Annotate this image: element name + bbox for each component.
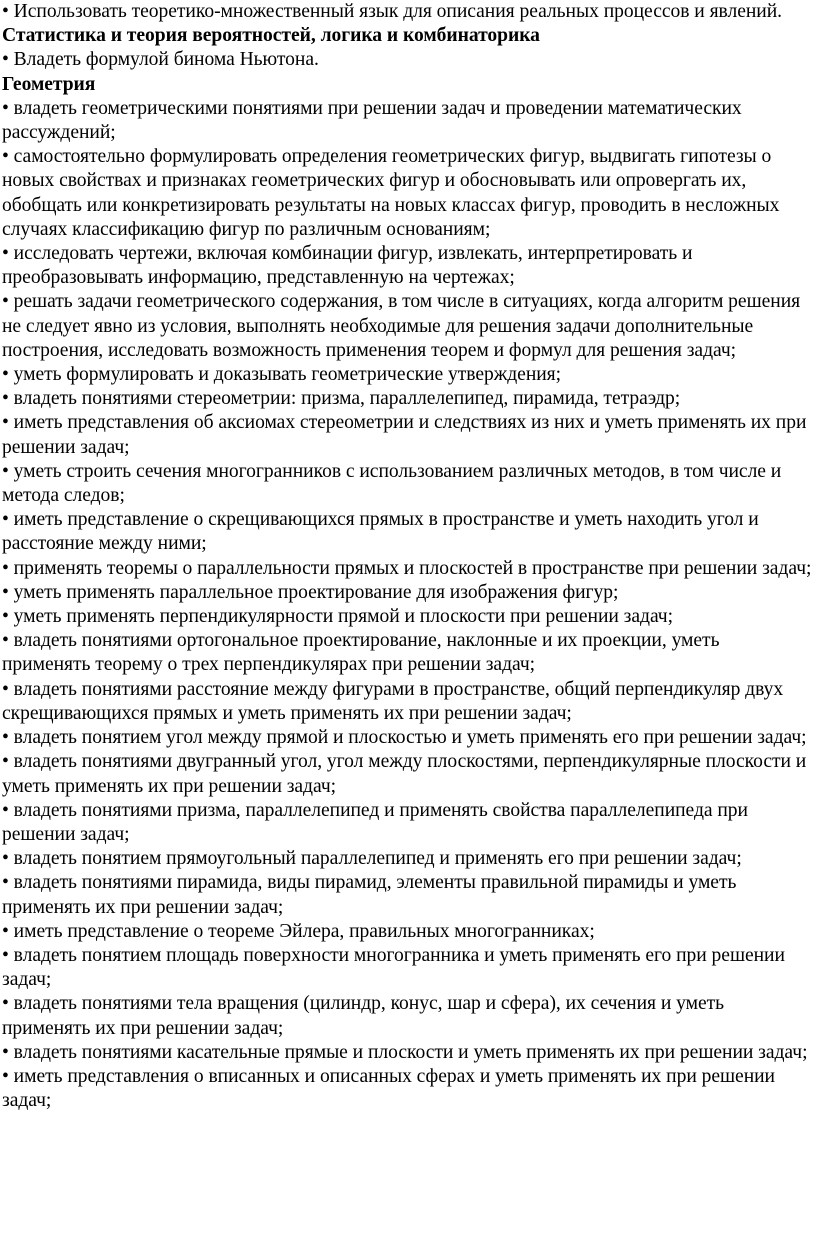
list-item: • владеть понятиями стереометрии: призма, параллелепипед, пирамида, тетраэдр; <box>2 388 681 410</box>
list-item: • владеть понятиями ортогональное проектирование, наклонные и их проекции, уметь применять теорему о трех перпендикулярах при решении задач; <box>2 630 720 676</box>
list-item: • владеть понятиями касательные прямые и плоскости и уметь применять их при решении задач; <box>2 1041 808 1063</box>
list-item: • уметь формулировать и доказывать геометрические утверждения; <box>2 364 562 386</box>
list-item: • иметь представления о вписанных и описанных сферах и уметь применять их при решении задач; <box>2 1065 775 1112</box>
list-item: • уметь применять параллельное проектирование для изображения фигур; <box>2 581 619 603</box>
list-item: • владеть понятиями призма, параллелепипед и применять свойства параллелепипеда при решении задач; <box>2 799 748 845</box>
section-heading-geometry: Геометрия <box>2 73 96 95</box>
list-item: • Владеть формулой бинома Ньютона. <box>2 49 319 71</box>
list-item: • уметь применять перпендикулярности прямой и плоскости при решении задач; <box>2 606 674 628</box>
list-item: • владеть понятиями двугранный угол, угол между плоскостями, перпендикулярные плоскости и уметь применять их при решении задач; <box>2 751 807 797</box>
list-item: • владеть понятиями расстояние между фигурами в пространстве, общий перпендикуляр двух скрещивающихся прямых и уметь применять их при решении задач; <box>2 678 784 724</box>
geometry-list <box>2 97 812 1114</box>
list-item: • владеть понятием прямоугольный параллелепипед и применять его при решении задач; <box>2 848 742 870</box>
list-item: • иметь представление о скрещивающихся прямых в пространстве и уметь находить угол и расстояние между ними; <box>2 509 759 555</box>
list-item: • исследовать чертежи, включая комбинации фигур, извлекать, интерпретировать и преобразовывать информацию, представленную на чертежах; <box>2 243 693 289</box>
list-item: • иметь представление о теореме Эйлера, правильных многогранниках; <box>2 920 595 942</box>
list-item: • владеть понятием угол между прямой и плоскостью и уметь применять его при решении задач; <box>2 727 807 749</box>
list-item: • владеть понятием площадь поверхности многогранника и уметь применять его при решении задач; <box>2 944 785 991</box>
list-item: • уметь строить сечения многогранников с использованием различных методов, в том числе и метода следов; <box>2 460 782 507</box>
list-item: • самостоятельно формулировать определения геометрических фигур, выдвигать гипотезы о новых свойствах и признаках геометрических фигур и обосновывать или опровергать их, обобщать или конкретизировать результаты на новых классах фигур, проводить в несложных случаях классификацию фигур по различным основаниям; <box>2 146 780 240</box>
list-item: • владеть понятиями тела вращения (цилиндр, конус, шар и сфера), их сечения и уметь применять их при решении задач; <box>2 993 724 1039</box>
list-item: • владеть геометрическими понятиями при решении задач и проведении математических рассуждений; <box>2 97 742 144</box>
list-item: • Использовать теоретико-множественный язык для описания реальных процессов и явлений. <box>2 1 783 22</box>
list-item: • владеть понятиями пирамида, виды пирамид, элементы правильной пирамиды и уметь применять их при решении задач; <box>2 872 737 918</box>
list-item: • иметь представления об аксиомах стереометрии и следствиях из них и уметь применять их при решении задач; <box>2 412 807 458</box>
list-item: • решать задачи геометрического содержания, в том числе в ситуациях, когда алгоритм решения не следует явно из условия, выполнять необходимые для решения задачи дополнительные построения, исследовать возможность применения теорем и формул для решения задач; <box>2 291 801 361</box>
list-item: • применять теоремы о параллельности прямых и плоскостей в пространстве при решении задач; <box>2 557 812 579</box>
section-heading-statistics: Статистика и теория вероятностей, логика и комбинаторика <box>2 25 540 47</box>
